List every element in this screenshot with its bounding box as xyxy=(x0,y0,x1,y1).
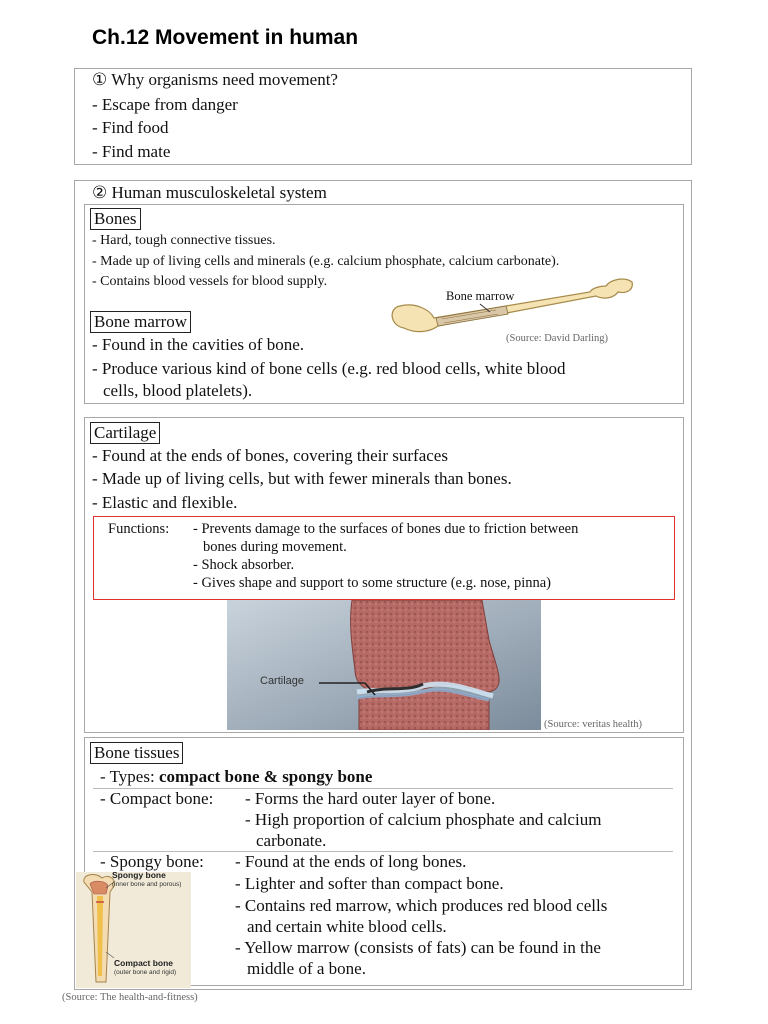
functions-label: Functions: xyxy=(108,521,170,537)
circled-two-icon: ② xyxy=(92,183,108,202)
list-item: - Lighter and softer than compact bone. xyxy=(235,874,504,893)
list-item: - Yellow marrow (consists of fats) can be found in the xyxy=(235,938,601,957)
list-item: - Contains red marrow, which produces red blood cells xyxy=(235,896,608,915)
list-item: - Made up of living cells and minerals (e.g. calcium phosphate, calcium carbonate). xyxy=(92,254,560,269)
page-title: Ch.12 Movement in human xyxy=(92,26,359,49)
knee-cartilage-illustration xyxy=(227,600,541,730)
list-item: - Found at the ends of bones, covering their surfaces xyxy=(92,446,448,465)
cartilage-figure-label: Cartilage xyxy=(260,675,305,687)
figure-source: (Source: David Darling) xyxy=(506,333,609,344)
circled-one-icon: ① xyxy=(92,70,108,89)
list-item: middle of a bone. xyxy=(247,959,366,978)
list-item: - Contains blood vessels for blood supply. xyxy=(92,274,328,289)
bone-marrow-label: Bone marrow xyxy=(90,311,191,333)
list-item: - Find mate xyxy=(92,142,171,161)
compact-bone-figure-label: Compact bone xyxy=(114,958,174,968)
bone-marrow-figure-label: Bone marrow xyxy=(446,289,515,303)
list-item: - Found at the ends of long bones. xyxy=(235,852,467,871)
knee-joint-image xyxy=(227,600,541,730)
list-item: carbonate. xyxy=(256,831,327,850)
function-item: - Gives shape and support to some structure (e.g. nose, pinna) xyxy=(193,575,551,591)
bones-label: Bones xyxy=(90,208,141,230)
figure-source: (Source: veritas health) xyxy=(544,719,642,730)
list-item: and certain white blood cells. xyxy=(247,917,447,936)
list-item: - High proportion of calcium phosphate and calcium xyxy=(245,810,602,829)
list-item: - Find food xyxy=(92,118,169,137)
spongy-bone-figure-sub: (inner bone and porous) xyxy=(112,881,182,888)
function-item: - Shock absorber. xyxy=(193,557,295,573)
list-item: - Produce various kind of bone cells (e.g. red blood cells, white blood xyxy=(92,359,566,378)
list-item: - Made up of living cells, but with fewer minerals than bones. xyxy=(92,469,512,488)
list-item: - Escape from danger xyxy=(92,95,238,114)
list-item: - Elastic and flexible. xyxy=(92,493,238,512)
list-item: - Forms the hard outer layer of bone. xyxy=(245,789,496,808)
function-item: - Prevents damage to the surfaces of bones due to friction between xyxy=(193,521,579,537)
cartilage-label: Cartilage xyxy=(90,422,160,444)
bone-tissues-label: Bone tissues xyxy=(90,742,183,764)
list-item: cells, blood platelets). xyxy=(103,381,253,400)
spongy-bone-label: - Spongy bone: xyxy=(100,852,204,871)
section1-heading: ① Why organisms need movement? xyxy=(92,70,338,89)
compact-bone-label: - Compact bone: xyxy=(100,789,214,808)
list-item: - Hard, tough connective tissues. xyxy=(92,233,276,248)
bone-types: - Types: compact bone & spongy bone xyxy=(100,767,373,786)
section2-heading: ② Human musculoskeletal system xyxy=(92,183,327,202)
compact-bone-figure-sub: (outer bone and rigid) xyxy=(114,969,177,976)
function-item: bones during movement. xyxy=(203,539,347,555)
spongy-bone-figure-label: Spongy bone xyxy=(112,870,166,880)
list-item: - Found in the cavities of bone. xyxy=(92,335,304,354)
figure-source: (Source: The health-and-fitness) xyxy=(62,992,198,1003)
